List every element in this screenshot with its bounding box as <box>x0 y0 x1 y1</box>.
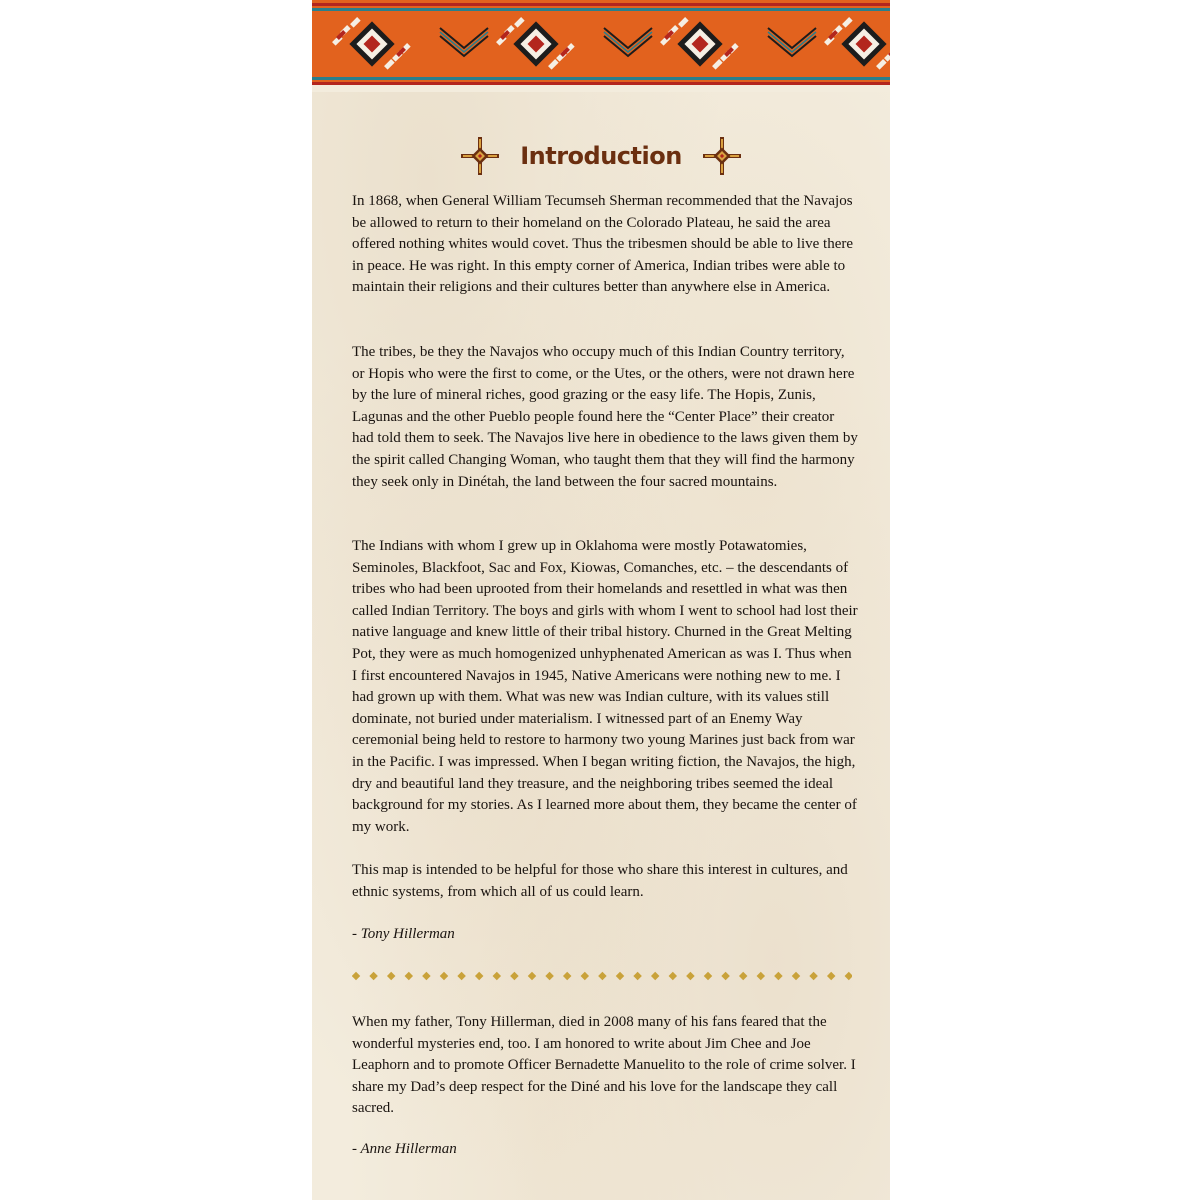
divider-diamond <box>528 972 536 980</box>
divider-diamond <box>774 972 782 980</box>
divider-diamond <box>387 972 395 980</box>
divider-diamond <box>739 972 747 980</box>
divider-diamond <box>651 972 659 980</box>
divider-diamond <box>616 972 624 980</box>
tony-signature: - Tony Hillerman <box>352 926 455 942</box>
intro-paragraph: The tribes, be they the Navajos who occupy much of this Indian Country territory, or Hopis who were the first to come, or the Utes, or the others, were not drawn here by the lure of mineral riches, good grazing or the easy life. The Hopis, Zunis, Lagunas and the other Pueblo people found here the “Center Place” their creator had told them to seek. The Navajos live here in obedience to the laws given them by the spirit called Changing Woman, who taught them that they will find the harmony they seek only in Dinétah, the land between the four sacred mountains. <box>352 344 858 490</box>
four-directions-cross-icon <box>460 136 500 176</box>
divider-diamond <box>440 972 448 980</box>
divider-diamond <box>510 972 518 980</box>
divider-diamond <box>457 972 465 980</box>
divider-diamond <box>369 972 377 980</box>
divider-diamond <box>422 972 430 980</box>
intro-paragraph: In 1868, when General William Tecumseh Sherman recommended that the Navajos be allowed to return to their homeland on the Colorado Plateau, he said the area offered nothing whites would covet. Thus the tribesmen should be able to live there in peace. He was right. In this empty corner of America, Indian tribes were able to maintain their religions and their cultures better than anywhere else in America. <box>352 193 853 296</box>
divider-diamond <box>545 972 553 980</box>
intro-paragraph-3-block <box>352 536 858 838</box>
afterword-paragraph: When my father, Tony Hillerman, died in 2008 many of his fans feared that the wonderful mysteries end, too. I am honored to write about Jim Chee and Joe Leaphorn and to promote Officer Bernadette Manuelito to the role of crime solver. I share my Dad’s deep respect for the Diné and his love for the landscape they call sacred. <box>352 1014 856 1117</box>
divider-diamond <box>757 972 765 980</box>
divider-diamond <box>845 972 852 980</box>
intro-paragraph: This map is intended to be helpful for those who share this interest in cultures, and ethnic systems, from which all of us could learn. <box>352 862 848 900</box>
anne-signature: - Anne Hillerman <box>352 1141 457 1157</box>
intro-paragraph: The Indians with whom I grew up in Oklahoma were mostly Potawatomies, Seminoles, Blackfoot, Sac and Fox, Kiowas, Comanches, etc. – the descendants of tribes who had been uprooted from their homelands and resettled in what was then called Indian Territory. The boys and girls with whom I went to school had lost their native language and knew little of their tribal history. Churned in the Great Melting Pot, they were as much homogenized unhyphenated American as was I. Thus when I first encountered Navajos in 1945, Native Americans were nothing new to me. I had grown up with them. What was new was Indian culture, with its values still dominate, not buried under materialism. I witnessed part of an Enemy Way ceremonial being held to restore to harmony two young Marines just back from war in the Pacific. I was impressed. When I began writing fiction, the Navajos, the high, dry and beautiful land they treasure, and the neighboring tribes seemed the ideal background for my stories. As I learned more about them, they became the center of my work. <box>352 538 858 835</box>
intro-panel <box>312 0 890 1200</box>
intro-paragraph-4-block <box>352 860 858 903</box>
afterword-block <box>352 1012 858 1120</box>
decorative-banner <box>312 0 890 92</box>
intro-paragraph-1-block <box>352 191 858 299</box>
intro-paragraph-2-block <box>352 342 858 493</box>
divider-diamond <box>669 972 677 980</box>
divider-diamond <box>581 972 589 980</box>
divider-diamond <box>598 972 606 980</box>
divider-diamond <box>352 972 360 980</box>
divider-diamond <box>563 972 571 980</box>
page-title: Introduction <box>520 142 682 170</box>
divider-diamond <box>405 972 413 980</box>
divider-diamond <box>809 972 817 980</box>
divider-diamond <box>792 972 800 980</box>
heading <box>312 134 890 178</box>
divider-diamond <box>721 972 729 980</box>
divider-diamond <box>475 972 483 980</box>
divider-diamond <box>633 972 641 980</box>
divider-diamond <box>493 972 501 980</box>
diamond-divider <box>352 970 852 982</box>
four-directions-cross-icon <box>702 136 742 176</box>
divider-diamond <box>827 972 835 980</box>
divider-diamond <box>686 972 694 980</box>
divider-diamond <box>704 972 712 980</box>
